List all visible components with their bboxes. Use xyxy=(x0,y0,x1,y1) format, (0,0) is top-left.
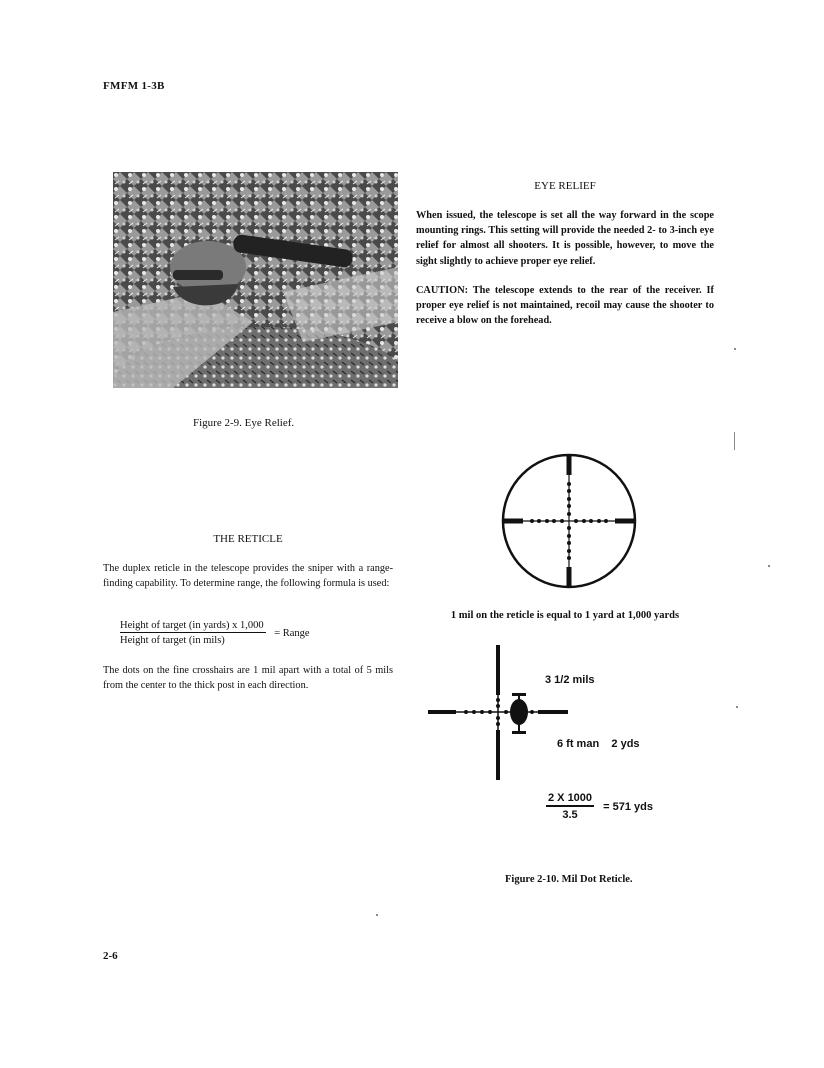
reticle-paragraph-1: The duplex reticle in the telescope provides the sniper with a range-finding capability. To determine range, the following formula is used: xyxy=(103,563,393,590)
eye-relief-heading: EYE RELIEF xyxy=(534,180,596,192)
range-formula-fraction xyxy=(120,620,266,646)
man-label: 6 ft man xyxy=(557,738,600,750)
eye-relief-paragraph-1: When issued, the telescope is set all the way forward in the scope mounting rings. This setting will provide the needed 2- to 3-inch eye relief for almost all shooters. It is possible, however, to move the sight slightly to achieve proper eye relief. xyxy=(416,210,714,267)
formula-denominator: Height of target (in mils) xyxy=(120,635,225,646)
mil-dot-ranging-diagram xyxy=(426,640,586,785)
eye-relief-photo xyxy=(113,172,398,388)
calculation-fraction xyxy=(546,792,594,821)
yards-label: 2 yds xyxy=(611,738,640,750)
running-header: FMFM 1-3B xyxy=(103,80,165,92)
duplex-reticle-diagram xyxy=(498,450,640,592)
mil-equivalence-caption: 1 mil on the reticle is equal to 1 yard at 1,000 yards xyxy=(450,610,680,621)
reticle-heading: THE RETICLE xyxy=(213,533,283,545)
calculation-result: = 571 yds xyxy=(603,800,653,813)
range-formula xyxy=(120,620,310,646)
page-number: 2-6 xyxy=(103,950,118,962)
scan-speck xyxy=(768,565,770,567)
calculation-numerator: 2 X 1000 xyxy=(546,792,594,807)
scan-speck xyxy=(376,914,378,916)
range-calculation xyxy=(546,792,653,821)
scan-speck xyxy=(734,432,735,450)
formula-result: = Range xyxy=(274,627,310,639)
scan-speck xyxy=(734,348,736,350)
formula-numerator: Height of target (in yards) x 1,000 xyxy=(120,620,264,631)
reticle-paragraph-2: The dots on the fine crosshairs are 1 mil apart with a total of 5 mils from the center to the thick post in each direction. xyxy=(103,665,393,692)
man-height-label xyxy=(557,738,640,750)
figure-2-10-caption: Figure 2-10. Mil Dot Reticle. xyxy=(505,874,633,885)
calculation-denominator: 3.5 xyxy=(562,809,578,821)
figure-2-9-caption: Figure 2-9. Eye Relief. xyxy=(193,417,295,429)
scan-speck xyxy=(736,706,738,708)
eye-relief-caution: CAUTION: The telescope extends to the rear of the receiver. If proper eye relief is not maintained, recoil may cause the shooter to receive a blow on the forehead. xyxy=(416,285,714,327)
mils-label: 3 1/2 mils xyxy=(545,674,595,686)
